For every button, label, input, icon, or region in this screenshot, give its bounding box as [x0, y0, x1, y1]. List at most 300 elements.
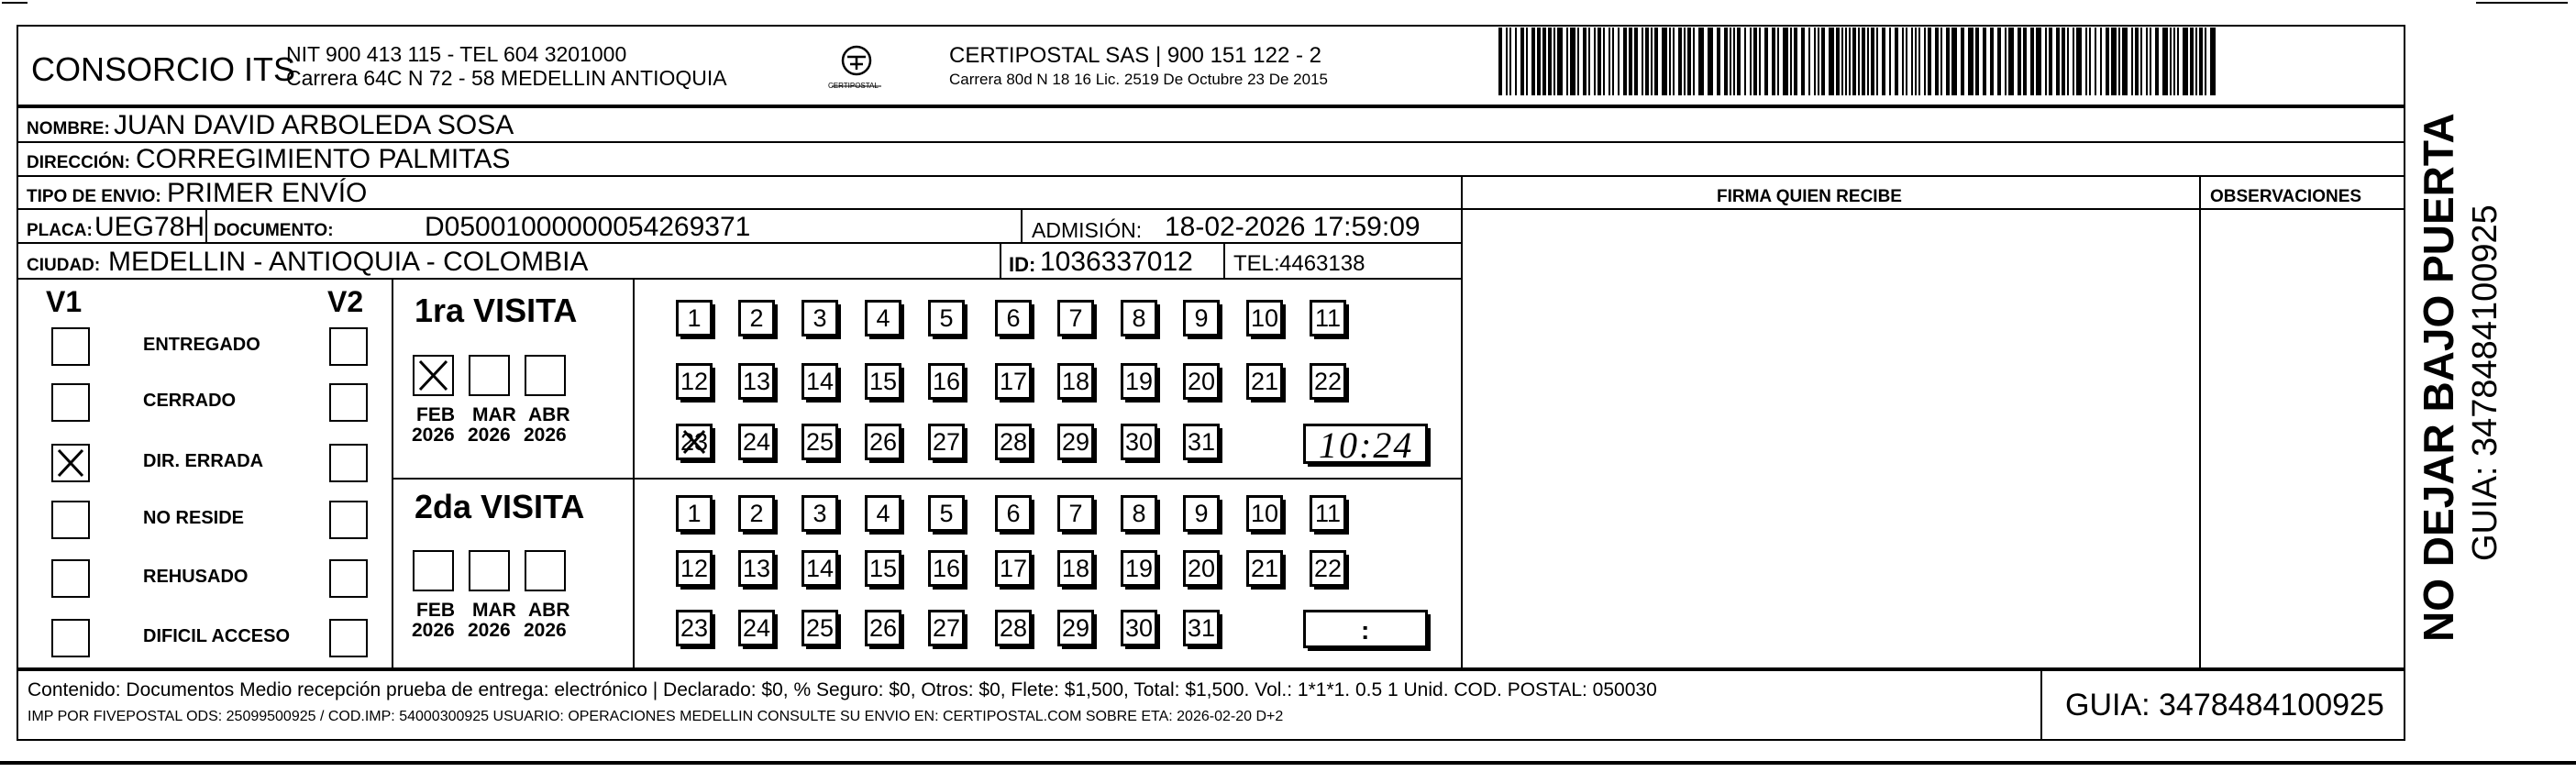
barcode-bar [1515, 28, 1517, 95]
barcode-bar [1946, 28, 1950, 95]
second-month-label: ABR [528, 600, 570, 621]
first-day-box[interactable] [1121, 424, 1157, 460]
day-number: 15 [868, 367, 898, 395]
day-number: 22 [1313, 367, 1343, 395]
barcode-bar [2045, 28, 2047, 95]
day-number: 17 [999, 367, 1028, 395]
first-day-box[interactable] [928, 300, 965, 336]
barcode-bar [1744, 28, 1746, 95]
second-day-box[interactable] [1121, 550, 1157, 587]
second-month-year: 2026 [412, 620, 455, 641]
id-label: ID: [1009, 253, 1036, 276]
day-number: 12 [680, 367, 709, 395]
first-day-box[interactable] [738, 300, 775, 336]
first-month-checkbox[interactable] [469, 355, 510, 396]
second-day-box[interactable] [1183, 610, 1220, 646]
first-day-box[interactable] [1246, 300, 1283, 336]
day-number: 25 [805, 427, 835, 456]
barcode-bar [2089, 28, 2091, 95]
second-day-box[interactable] [802, 610, 838, 646]
v2-checkbox[interactable] [329, 327, 368, 366]
first-day-box[interactable] [676, 424, 713, 460]
nombre-value: JUAN DAVID ARBOLEDA SOSA [114, 110, 514, 140]
status-label: NO RESIDE [143, 508, 245, 528]
barcode-bar [1790, 28, 1792, 95]
second-day-box[interactable] [738, 495, 775, 532]
placa-value: UEG78H [94, 212, 205, 242]
tipo-value: PRIMER ENVÍO [167, 178, 368, 208]
barcode-bar [1849, 28, 1851, 95]
day-number: 23 [680, 613, 709, 642]
barcode-bar [2131, 28, 2133, 95]
barcode-bar [2085, 28, 2087, 95]
footer-line-1: Contenido: Documentos Medio recepción prueba de entrega: electrónico | Declarado: $0, % Seguro: $0, Otros: $0, Flete: $1,500, Total: $1,500. Vol.: 1*1*1. 0.5 1 Unid. COD. POSTAL: 050030 [28, 679, 1657, 700]
side-text [2417, 0, 2555, 642]
day-number: 20 [1187, 367, 1216, 395]
second-day-box[interactable] [1183, 495, 1220, 532]
barcode-bar [1990, 28, 1994, 95]
day-number: 10 [1250, 303, 1279, 332]
day-number: 29 [1061, 427, 1090, 456]
barcode-bar [1772, 28, 1775, 95]
barcode-bar [1498, 28, 1502, 95]
first-time-box[interactable] [1303, 424, 1428, 464]
v1-checkbox[interactable] [51, 559, 90, 598]
side-guia: GUIA: 3478484100925 [2466, 204, 2504, 561]
status-label: ENTREGADO [143, 335, 260, 355]
admision-label: ADMISIÓN: [1032, 218, 1143, 242]
firma-header: FIRMA QUIEN RECIBE [1717, 187, 1902, 206]
second-day-box[interactable] [738, 550, 775, 587]
day-number: 28 [999, 613, 1028, 642]
day-number: 14 [805, 554, 835, 582]
direccion-value: CORREGIMIENTO PALMITAS [136, 144, 511, 174]
barcode-bar [1783, 28, 1788, 95]
barcode-bar [1940, 28, 1942, 95]
barcode-bar [1673, 28, 1675, 95]
barcode-bar [2100, 28, 2102, 95]
observaciones-area[interactable] [2201, 210, 2402, 667]
barcode-bar [1542, 28, 1546, 95]
first-day-box[interactable] [738, 363, 775, 400]
barcode-bar [1841, 28, 1843, 95]
barcode-bar [2095, 28, 2096, 95]
barcode-bar [2030, 28, 2034, 95]
day-number: 17 [999, 554, 1028, 582]
barcode-bar [2173, 28, 2175, 95]
second-day-box[interactable] [738, 610, 775, 646]
barcode-bar [1594, 28, 1596, 95]
barcode-bar [1618, 28, 1620, 95]
barcode-bar [1654, 28, 1658, 95]
barcode-bar [2155, 28, 2159, 95]
second-day-box[interactable] [865, 495, 901, 532]
tel-value: 4463138 [1279, 251, 1365, 276]
barcode-bar [1777, 28, 1779, 95]
barcode-bar [1902, 28, 1904, 95]
first-day-box[interactable] [1121, 363, 1157, 400]
day-number: 31 [1187, 427, 1216, 456]
second-day-box[interactable] [865, 610, 901, 646]
barcode-bar [1583, 28, 1587, 95]
second-day-box[interactable] [928, 495, 965, 532]
status-label: CERRADO [143, 391, 237, 411]
first-day-box[interactable] [738, 424, 775, 460]
barcode-bar [1882, 28, 1885, 95]
first-day-box[interactable] [995, 300, 1032, 336]
barcode-bar [2106, 28, 2109, 95]
barcode-bar [1520, 28, 1524, 95]
day-number: 28 [999, 427, 1028, 456]
barcode-bar [1642, 28, 1643, 95]
second-time-value: : [1361, 616, 1370, 645]
day-number: 11 [1314, 499, 1342, 527]
day-number: 2 [749, 303, 764, 332]
first-day-box[interactable] [802, 424, 838, 460]
barcode-bar [1918, 28, 1920, 95]
first-day-box[interactable] [1310, 300, 1346, 336]
day-number: 9 [1194, 303, 1209, 332]
barcode-bar [1662, 28, 1667, 95]
day-number: 16 [932, 367, 961, 395]
second-day-box[interactable] [995, 550, 1032, 587]
first-month-year: 2026 [468, 425, 511, 446]
first-day-box[interactable] [995, 363, 1032, 400]
first-day-box[interactable] [802, 300, 838, 336]
v1-checkbox[interactable] [51, 619, 90, 657]
second-visit-title: 2da VISITA [415, 488, 585, 525]
barcode-bar [2195, 28, 2197, 95]
barcode-bar [2056, 28, 2060, 95]
certipostal-line-1: CERTIPOSTAL SAS | 900 151 122 - 2 [949, 43, 1321, 68]
day-number: 18 [1061, 367, 1090, 395]
second-day-box[interactable] [1183, 550, 1220, 587]
barcode-bar [1669, 28, 1671, 95]
second-time-box[interactable] [1303, 610, 1428, 648]
day-number: 8 [1132, 499, 1146, 527]
first-day-box[interactable] [1057, 363, 1094, 400]
day-number: 7 [1068, 303, 1083, 332]
barcode-bar [1889, 28, 1891, 95]
day-number: 20 [1187, 554, 1216, 582]
firma-area[interactable] [1463, 210, 2197, 667]
day-number: 23 [680, 427, 709, 456]
second-month-checkbox[interactable] [525, 550, 566, 591]
barcode-bar [1983, 28, 1986, 95]
first-day-box[interactable] [802, 363, 838, 400]
day-number: 30 [1124, 613, 1154, 642]
status-label: DIR. ERRADA [143, 451, 264, 471]
documento-value: D05001000000054269371 [425, 212, 751, 242]
second-day-box[interactable] [676, 550, 713, 587]
barcode-bar [1609, 28, 1610, 95]
barcode-bar [1684, 28, 1686, 95]
second-month-checkbox[interactable] [413, 550, 454, 591]
first-visit-title: 1ra VISITA [415, 292, 578, 329]
barcode-bar [2118, 28, 2120, 95]
v2-checkbox[interactable] [329, 383, 368, 422]
barcode-bar [1924, 28, 1926, 95]
barcode-bar [1588, 28, 1590, 95]
barcode-bar [1548, 28, 1552, 95]
logo-text: CERTIPOSTAL [828, 82, 879, 90]
barcode-bar [1997, 28, 2001, 95]
first-day-box[interactable] [1246, 363, 1283, 400]
company-line-2: Carrera 64C N 72 - 58 MEDELLIN ANTIOQUIA [286, 66, 727, 90]
barcode-bar [1951, 28, 1957, 95]
barcode-bar [1730, 28, 1731, 95]
barcode-bar [2170, 28, 2172, 95]
barcode-bar [1598, 28, 1601, 95]
barcode-bar [1764, 28, 1768, 95]
v2-checkbox[interactable] [329, 444, 368, 482]
second-month-label: MAR [472, 600, 516, 621]
nombre-label: NOMBRE: [27, 119, 110, 138]
barcode-bar [2067, 28, 2069, 95]
v2-checkbox[interactable] [329, 619, 368, 657]
first-day-box[interactable] [1310, 363, 1346, 400]
barcode-bar [1961, 28, 1964, 95]
barcode-bar [1737, 28, 1741, 95]
side-no-dejar: NO DEJAR BAJO PUERTA [2415, 113, 2462, 642]
second-day-box[interactable] [1246, 550, 1283, 587]
second-day-box[interactable] [995, 610, 1032, 646]
first-day-box[interactable] [676, 300, 713, 336]
day-number: 5 [939, 499, 954, 527]
barcode-bar [1629, 28, 1632, 95]
barcode-bar [1693, 28, 1695, 95]
first-day-box[interactable] [1057, 424, 1094, 460]
first-day-box[interactable] [865, 300, 901, 336]
day-number: 24 [742, 613, 771, 642]
day-number: 22 [1313, 554, 1343, 582]
placa-label: PLACA: [27, 221, 93, 240]
barcode-bar [1911, 28, 1913, 95]
barcode-bar [2023, 28, 2027, 95]
status-label: REHUSADO [143, 567, 249, 587]
second-day-box[interactable] [1310, 495, 1346, 532]
barcode-bar [2183, 28, 2188, 95]
v2-checkbox[interactable] [329, 501, 368, 539]
barcode-bar [1808, 28, 1810, 95]
tel-label: TEL: [1233, 251, 1280, 276]
barcode-bar [1818, 28, 1819, 95]
barcode-bar [1814, 28, 1816, 95]
barcode-bar [1603, 28, 1605, 95]
second-day-box[interactable] [676, 495, 713, 532]
second-day-box[interactable] [928, 550, 965, 587]
barcode-bar [1852, 28, 1856, 95]
second-month-label: FEB [416, 600, 455, 621]
day-number: 14 [805, 367, 835, 395]
first-month-label: MAR [472, 404, 516, 425]
barcode-bar [2062, 28, 2065, 95]
barcode-bar [1651, 28, 1653, 95]
second-day-box[interactable] [1246, 495, 1283, 532]
barcode-bar [2205, 28, 2206, 95]
barcode-bar [1906, 28, 1907, 95]
barcode-bar [1566, 28, 1568, 95]
first-day-box[interactable] [995, 424, 1032, 460]
barcode-bar [1753, 28, 1757, 95]
first-day-box[interactable] [928, 424, 965, 460]
day-number: 6 [1006, 499, 1021, 527]
day-number: 8 [1132, 303, 1146, 332]
scan-edge-top [2, 2, 28, 4]
first-day-box[interactable] [1183, 363, 1220, 400]
barcode-bar [1928, 28, 1931, 95]
barcode-bar [1577, 28, 1579, 95]
barcode-bar [1612, 28, 1614, 95]
second-day-box[interactable] [1057, 495, 1094, 532]
barcode-bar [2135, 28, 2139, 95]
barcode-bar [1876, 28, 1878, 95]
second-day-box[interactable] [1310, 550, 1346, 587]
day-number: 19 [1124, 554, 1154, 582]
second-day-box[interactable] [865, 550, 901, 587]
barcode-bar [1634, 28, 1638, 95]
second-day-box[interactable] [1121, 495, 1157, 532]
x-mark-icon [415, 357, 452, 394]
certipostal-line-2: Carrera 80d N 18 16 Lic. 2519 De Octubre 23 De 2015 [949, 71, 1328, 88]
barcode-bar [2111, 28, 2117, 95]
barcode-bar [1895, 28, 1898, 95]
barcode-bar [1801, 28, 1805, 95]
barcode-bar [1836, 28, 1840, 95]
first-month-checkbox[interactable] [413, 355, 454, 396]
first-day-box[interactable] [1183, 300, 1220, 336]
documento-label: DOCUMENTO: [214, 221, 334, 240]
second-day-box[interactable] [1121, 610, 1157, 646]
second-day-box[interactable] [995, 495, 1032, 532]
v2-checkbox[interactable] [329, 559, 368, 598]
barcode-bar [2162, 28, 2168, 95]
day-number: 29 [1061, 613, 1090, 642]
barcode-bar [2076, 28, 2082, 95]
barcode-bar [2073, 28, 2074, 95]
day-number: 2 [749, 499, 764, 527]
barcode-bar [2140, 28, 2142, 95]
first-day-box[interactable] [676, 363, 713, 400]
barcode-bar [1509, 28, 1511, 95]
first-day-box[interactable] [1183, 424, 1220, 460]
barcode-bar [1537, 28, 1541, 95]
day-number: 15 [868, 554, 898, 582]
second-day-box[interactable] [802, 550, 838, 587]
second-day-box[interactable] [928, 610, 965, 646]
footer-line-2: IMP POR FIVEPOSTAL ODS: 25099500925 / COD.IMP: 54000300925 USUARIO: OPERACIONES MEDELLIN CONSULTE SU ENVIO EN: CERTIPOSTAL.COM SOBRE ETA: 2026-02-20 D+2 [28, 709, 1284, 724]
x-mark-icon [53, 446, 88, 480]
barcode-bar [1506, 28, 1508, 95]
day-number: 26 [868, 613, 898, 642]
first-day-box[interactable] [1057, 300, 1094, 336]
v1-checkbox[interactable] [51, 383, 90, 422]
barcode-bar [2146, 28, 2148, 95]
second-day-box[interactable] [1057, 610, 1094, 646]
barcode-bar [1975, 28, 1979, 95]
second-day-box[interactable] [1057, 550, 1094, 587]
barcode-bar [1570, 28, 1575, 95]
day-number: 25 [805, 613, 835, 642]
v1-checkbox[interactable] [51, 501, 90, 539]
first-day-box[interactable] [1121, 300, 1157, 336]
first-day-box[interactable] [928, 363, 965, 400]
scan-edge-bottom [0, 761, 2576, 765]
id-value: 1036337012 [1040, 247, 1193, 277]
first-day-box[interactable] [865, 363, 901, 400]
barcode-bar [1623, 28, 1627, 95]
barcode-bar [1687, 28, 1691, 95]
first-month-year: 2026 [412, 425, 455, 446]
day-number: 16 [932, 554, 961, 582]
barcode-bar [1708, 28, 1713, 95]
barcode-bar [2210, 28, 2216, 95]
day-number: 21 [1250, 367, 1279, 395]
day-number: 13 [742, 554, 771, 582]
x-mark-icon [679, 426, 710, 458]
day-number: 26 [868, 427, 898, 456]
barcode-bar [1698, 28, 1704, 95]
company-name: CONSORCIO ITS [31, 50, 296, 88]
day-number: 12 [680, 554, 709, 582]
barcode-bar [1531, 28, 1535, 95]
barcode-bar [2190, 28, 2194, 95]
day-number: 11 [1314, 303, 1342, 332]
second-day-box[interactable] [676, 610, 713, 646]
day-number: 27 [932, 613, 961, 642]
barcode-bar [2150, 28, 2151, 95]
barcode-bar [2122, 28, 2128, 95]
barcode-bar [2049, 28, 2052, 95]
ciudad-label: CIUDAD: [27, 256, 101, 275]
day-number: 19 [1124, 367, 1154, 395]
day-number: 30 [1124, 427, 1154, 456]
barcode-bar [2199, 28, 2203, 95]
day-number: 27 [932, 427, 961, 456]
barcode-bar [1717, 28, 1720, 95]
day-number: 5 [939, 303, 954, 332]
barcode-bar [1645, 28, 1649, 95]
barcode-bar [2005, 28, 2007, 95]
day-number: 7 [1068, 499, 1083, 527]
direccion-label: DIRECCIÓN: [27, 153, 130, 172]
day-number: 24 [742, 427, 771, 456]
tipo-label: TIPO DE ENVIO: [27, 187, 161, 206]
day-number: 3 [813, 303, 827, 332]
day-number: 6 [1006, 303, 1021, 332]
barcode-bar [2008, 28, 2014, 95]
first-month-checkbox[interactable] [525, 355, 566, 396]
barcode-bar [1845, 28, 1847, 95]
second-day-box[interactable] [802, 495, 838, 532]
first-day-box[interactable] [865, 424, 901, 460]
v1-checkbox[interactable] [51, 327, 90, 366]
barcode [1497, 28, 2221, 95]
day-number: 31 [1187, 613, 1216, 642]
second-month-checkbox[interactable] [469, 550, 510, 591]
day-number: 9 [1194, 499, 1209, 527]
second-month-year: 2026 [524, 620, 567, 641]
day-number: 18 [1061, 554, 1090, 582]
barcode-bar [1759, 28, 1761, 95]
v1-checkbox[interactable] [51, 444, 90, 482]
barcode-bar [2018, 28, 2021, 95]
barcode-bar [1733, 28, 1735, 95]
day-number: 3 [813, 499, 827, 527]
barcode-bar [1526, 28, 1528, 95]
second-month-year: 2026 [468, 620, 511, 641]
barcode-bar [1794, 28, 1797, 95]
